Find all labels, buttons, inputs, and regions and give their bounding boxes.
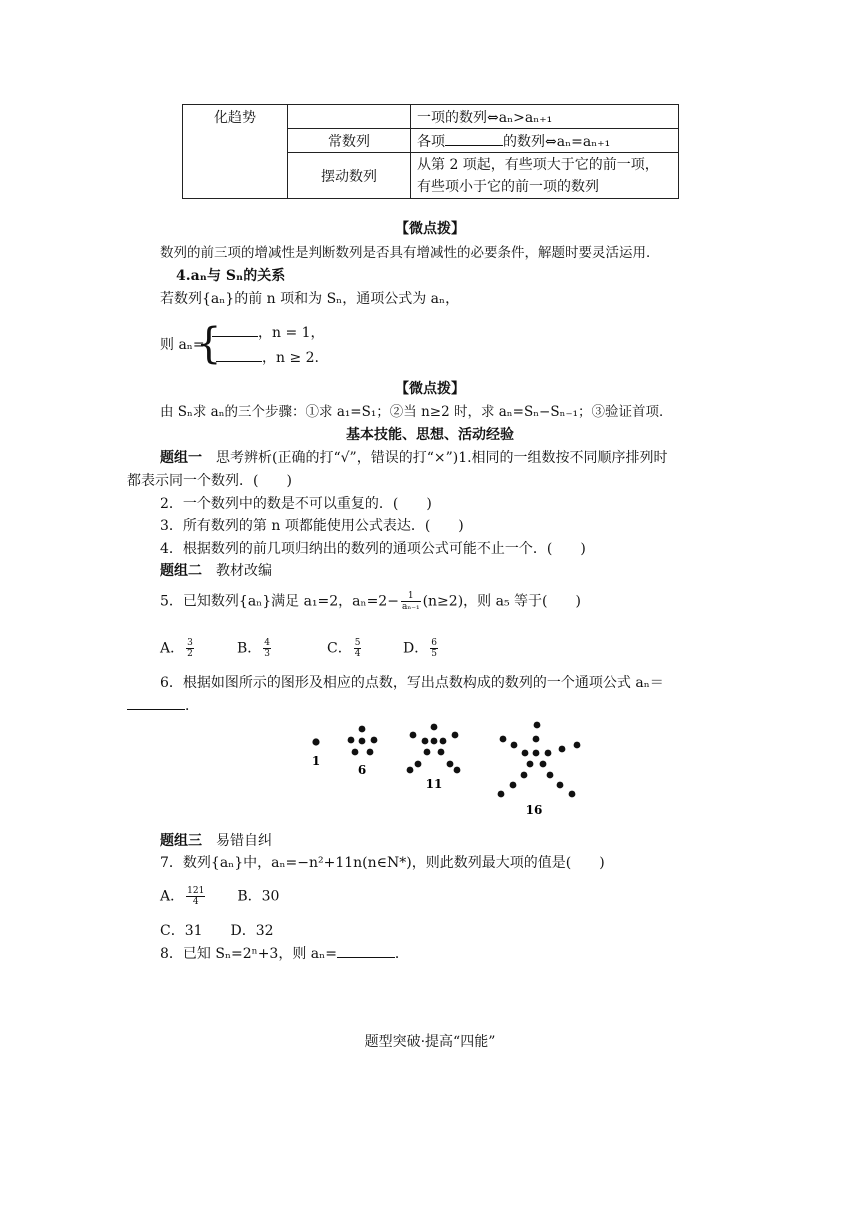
dot bbox=[533, 750, 540, 757]
formula-case2: ，n ≥ 2. bbox=[216, 348, 319, 368]
dot bbox=[407, 767, 414, 774]
dot bbox=[500, 736, 507, 743]
group2-q6-blank: ． bbox=[127, 696, 199, 716]
dot bbox=[352, 749, 359, 756]
group1-q2: 2．一个数列中的数是不可以重复的．( ) bbox=[160, 496, 432, 512]
tip1-heading: 【微点拨】 bbox=[395, 221, 465, 237]
dot bbox=[527, 761, 534, 768]
q5-option-c: C． $\frac{5}{4}$ bbox=[327, 638, 361, 659]
dot bbox=[533, 736, 540, 743]
table-cell-constant-def: 各项 的数列⇔aₙ=aₙ₊₁ bbox=[411, 129, 679, 153]
table-cell-decreasing-def: 一项的数列⇔aₙ>aₙ₊₁ bbox=[411, 105, 679, 129]
basics-title: 基本技能、思想、活动经验 bbox=[346, 427, 514, 443]
q5-option-d: D． $\frac{6}{5}$ bbox=[403, 638, 437, 659]
dot bbox=[431, 724, 438, 731]
figure-label-6: 6 bbox=[357, 763, 367, 777]
dot bbox=[440, 738, 447, 745]
dot bbox=[424, 749, 431, 756]
dot bbox=[511, 742, 518, 749]
dot bbox=[431, 738, 438, 745]
dot bbox=[454, 767, 461, 774]
table-cell-oscillating-def: 从第 2 项起，有些项大于它的前一项， 有些项小于它的前一项的数列 bbox=[411, 153, 679, 199]
dot bbox=[522, 750, 529, 757]
dot bbox=[438, 749, 445, 756]
table-cell-oscillating: 摆动数列 bbox=[288, 153, 411, 199]
table-cell-constant: 常数列 bbox=[288, 129, 411, 153]
dot bbox=[452, 732, 459, 739]
footer-section-title: 题型突破·提高“四能” bbox=[364, 1034, 496, 1050]
dot bbox=[367, 749, 374, 756]
formula-lead: 则 aₙ= bbox=[160, 337, 205, 353]
formula-case1: ，n = 1， bbox=[212, 323, 325, 343]
group1-q1-cont: 都表示同一个数列．( ) bbox=[127, 473, 292, 489]
dot bbox=[547, 772, 554, 779]
group1-line: 题组一 思考辨析(正确的打“√”，错误的打“×”)1.相同的一组数按不同顺序排列时 bbox=[160, 450, 668, 466]
figure-label-16: 16 bbox=[525, 803, 543, 817]
dot bbox=[447, 761, 454, 768]
dot bbox=[359, 738, 366, 745]
dot bbox=[422, 738, 429, 745]
dot bbox=[359, 726, 366, 733]
dot bbox=[534, 722, 541, 729]
q5-option-a: A． $\frac{3}{2}$ bbox=[160, 638, 193, 659]
section4-line: 若数列{aₙ}的前 n 项和为 Sₙ，通项公式为 aₙ， bbox=[160, 291, 460, 307]
group2-line: 题组二 教材改编 bbox=[160, 563, 272, 579]
dot bbox=[510, 782, 517, 789]
dot bbox=[348, 737, 355, 744]
tip2-text: 由 Sₙ求 aₙ的三个步骤：①求 a₁=S₁；②当 n≥2 时，求 aₙ=Sₙ−Sₙ₋₁；③验证首项． bbox=[160, 404, 673, 420]
dot bbox=[557, 782, 564, 789]
group3-line: 题组三 易错自纠 bbox=[160, 833, 272, 849]
group3-q8: 8．已知 Sₙ=2ⁿ+3，则 aₙ= ． bbox=[160, 946, 409, 962]
dot bbox=[545, 750, 552, 757]
dot bbox=[540, 761, 547, 768]
dot-pattern-figure bbox=[300, 715, 600, 820]
brace-icon: { bbox=[196, 319, 222, 369]
section4-title: 4.aₙ与 Sₙ的关系 bbox=[176, 268, 286, 284]
dot bbox=[498, 791, 505, 798]
group2-q5: 5．已知数列{aₙ}满足 a₁=2，aₙ=2− $\frac{1}{\text{aₙ₋₁}}$ (n≥2)，则 a₅ 等于( ) bbox=[160, 591, 581, 612]
figure-label-1: 1 bbox=[311, 754, 321, 768]
table-cell-category: 化趋势 bbox=[183, 105, 288, 199]
tip1-text: 数列的前三项的增减性是判断数列是否具有增减性的必要条件，解题时要灵活运用． bbox=[160, 245, 660, 261]
q7-options-ab: A． $\frac{121}{4}$ B．30 bbox=[160, 886, 280, 907]
tip2-heading: 【微点拨】 bbox=[395, 381, 465, 397]
dot bbox=[574, 742, 581, 749]
table-cell-type-blank bbox=[288, 105, 411, 129]
dot bbox=[312, 738, 319, 745]
dot bbox=[410, 732, 417, 739]
dot bbox=[569, 791, 576, 798]
group2-q6: 6．根据如图所示的图形及相应的点数，写出点数构成的数列的一个通项公式 aₙ＝ bbox=[160, 675, 664, 691]
group3-q7: 7．数列{aₙ}中，aₙ=−n²+11n(n∈N*)，则此数列最大项的值是( ) bbox=[160, 855, 605, 871]
q7-options-cd: C．31 D．32 bbox=[160, 923, 274, 939]
dot bbox=[559, 746, 566, 753]
q5-option-b: B． $\frac{4}{3}$ bbox=[237, 638, 271, 659]
figure-label-11: 11 bbox=[425, 777, 443, 791]
dot bbox=[521, 772, 528, 779]
monotonicity-table bbox=[182, 104, 679, 199]
group1-q3: 3．所有数列的第 n 项都能使用公式表达．( ) bbox=[160, 518, 464, 534]
group1-q4: 4．根据数列的前几项归纳出的数列的通项公式可能不止一个．( ) bbox=[160, 541, 586, 557]
dot bbox=[371, 737, 378, 744]
dot bbox=[415, 761, 422, 768]
